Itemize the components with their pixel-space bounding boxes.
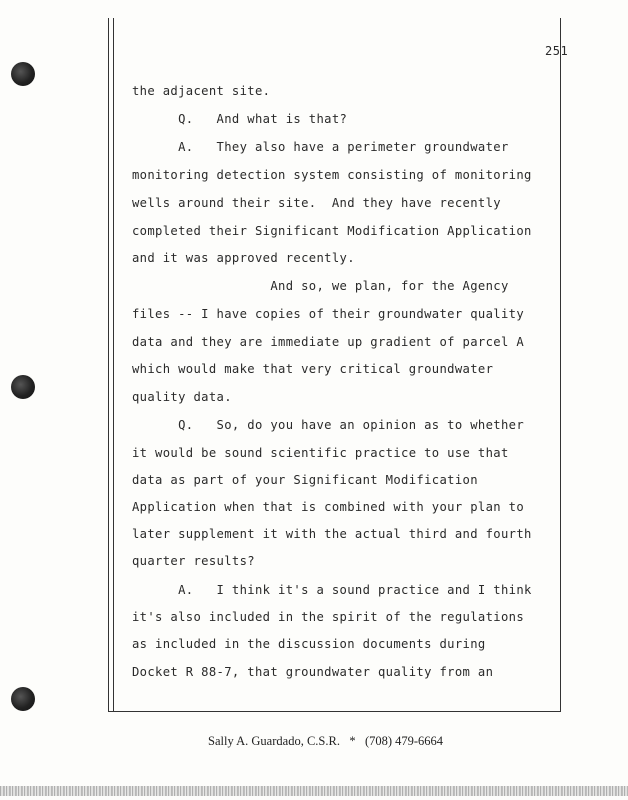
bottom-margin-rule: [108, 711, 561, 712]
transcript-line: A. I think it's a sound practice and I think: [132, 583, 532, 597]
transcript-line: Q. So, do you have an opinion as to whether: [132, 418, 525, 432]
transcript-line: the adjacent site.: [132, 84, 271, 98]
transcript-line: it would be sound scientific practice to use that: [132, 446, 509, 460]
transcript-line: and it was approved recently.: [132, 251, 355, 265]
transcript-line: A. They also have a perimeter groundwater: [132, 140, 509, 154]
transcript-line: And so, we plan, for the Agency: [132, 279, 509, 293]
transcript-line: wells around their site. And they have recently: [132, 196, 501, 210]
punch-hole: [11, 62, 35, 86]
left-margin-rule: [108, 18, 109, 711]
transcript-line: data and they are immediate up gradient of parcel A: [132, 335, 525, 349]
right-margin-rule: [560, 18, 561, 711]
transcript-line: it's also included in the spirit of the regulations: [132, 610, 525, 624]
punch-hole: [11, 687, 35, 711]
transcript-line: files -- I have copies of their groundwater quality: [132, 307, 525, 321]
transcript-line: Q. And what is that?: [132, 112, 348, 126]
transcript-line: which would make that very critical groundwater: [132, 362, 494, 376]
transcript-line: data as part of your Significant Modification: [132, 473, 478, 487]
punch-hole: [11, 375, 35, 399]
transcript-line: as included in the discussion documents during: [132, 637, 486, 651]
transcript-line: quarter results?: [132, 554, 255, 568]
transcript-line: Application when that is combined with your plan to: [132, 500, 525, 514]
transcript-line: completed their Significant Modification Application: [132, 224, 532, 238]
left-margin-rule-inner: [113, 18, 114, 711]
reporter-footer: Sally A. Guardado, C.S.R. * (708) 479-6664: [208, 734, 444, 748]
transcript-line: later supplement it with the actual third and fourth: [132, 527, 532, 541]
scan-edge-noise: [0, 786, 628, 796]
page-number: 251: [545, 44, 569, 58]
transcript-line: quality data.: [132, 390, 232, 404]
transcript-line: Docket R 88-7, that groundwater quality from an: [132, 665, 494, 679]
transcript-line: monitoring detection system consisting of monitoring: [132, 168, 532, 182]
